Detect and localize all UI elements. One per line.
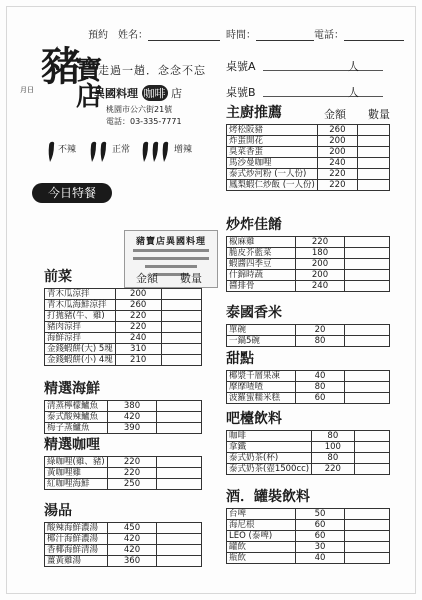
- quantity-cell[interactable]: [345, 237, 390, 248]
- section-title: 泰國香米: [226, 305, 282, 321]
- menu-row: [227, 393, 390, 404]
- section-rice: [226, 300, 390, 347]
- section-header: [226, 346, 390, 368]
- slogan: 走過一趟．念念不忘: [98, 64, 206, 77]
- spice-mild-label: 不辣: [58, 145, 77, 155]
- menu-table: [226, 430, 390, 475]
- item-name: 咖啡: [227, 431, 312, 442]
- item-price: 80: [296, 382, 345, 393]
- item-price: 50: [296, 509, 345, 520]
- time-blank[interactable]: [256, 30, 314, 41]
- quantity-cell[interactable]: [157, 401, 202, 412]
- item-name: 拿鐵: [227, 442, 312, 453]
- item-price: 30: [296, 542, 345, 553]
- quantity-cell[interactable]: [161, 333, 201, 344]
- section-header: [226, 212, 390, 234]
- item-name: 烤松阪豬: [227, 125, 318, 136]
- menu-row: [227, 531, 390, 542]
- section-title: 酒．罐裝飲料: [226, 489, 310, 505]
- quantity-cell[interactable]: [345, 509, 390, 520]
- logo-main-character: 豬: [41, 43, 81, 90]
- item-name: 綠咖哩(雞、豬): [45, 457, 108, 468]
- quantity-cell[interactable]: [157, 468, 202, 479]
- quantity-cell[interactable]: [354, 453, 389, 464]
- menu-table: [226, 236, 390, 292]
- section-soup: [44, 498, 202, 567]
- item-name: 清蒸檸檬鱸魚: [45, 401, 108, 412]
- item-price: 260: [115, 300, 161, 311]
- item-price: 60: [296, 531, 345, 542]
- menu-table: [44, 522, 202, 567]
- item-name: 瓶飲: [227, 553, 296, 564]
- quantity-cell[interactable]: [161, 322, 201, 333]
- menu-row: [227, 453, 390, 464]
- section-header: [44, 498, 202, 520]
- table-a-blank[interactable]: [263, 70, 383, 71]
- table-a-label: 桌號A: [226, 60, 256, 73]
- item-name: 炸蛋開花: [227, 136, 318, 147]
- item-name: 黃咖哩雞: [45, 468, 108, 479]
- item-price: 390: [108, 423, 157, 434]
- item-price: 220: [115, 311, 161, 322]
- item-price: 250: [108, 479, 157, 490]
- item-name: 酸辣海鮮濃湯: [45, 523, 108, 534]
- quantity-cell[interactable]: [354, 464, 389, 475]
- section-header: [44, 432, 202, 454]
- section-title: 湯品: [44, 503, 72, 519]
- section-dessert: [226, 346, 390, 404]
- item-price: 380: [108, 401, 157, 412]
- item-price: 200: [115, 289, 161, 300]
- item-price: 180: [296, 248, 345, 259]
- quantity-cell[interactable]: [161, 355, 201, 366]
- menu-table: [44, 400, 202, 434]
- section-title: 炒炸佳餚: [226, 217, 282, 233]
- menu-row: [45, 412, 202, 423]
- menu-row: [227, 169, 390, 180]
- table-b-unit: 人: [348, 86, 359, 99]
- item-price: 60: [296, 520, 345, 531]
- item-price: 60: [296, 393, 345, 404]
- section-curry: [44, 432, 202, 490]
- quantity-cell[interactable]: [345, 281, 390, 292]
- item-name: 醬排骨: [227, 281, 296, 292]
- phone-label: 電話：: [314, 26, 404, 41]
- item-price: 80: [312, 453, 354, 464]
- menu-row: [45, 457, 202, 468]
- item-name: LEO (泰啤): [227, 531, 296, 542]
- quantity-cell[interactable]: [345, 531, 390, 542]
- quantity-cell[interactable]: [161, 300, 201, 311]
- menu-row: [45, 322, 202, 333]
- menu-table: [226, 124, 390, 191]
- section-header: [44, 376, 202, 398]
- item-price: 420: [108, 412, 157, 423]
- quantity-cell[interactable]: [345, 270, 390, 281]
- name-blank[interactable]: [148, 30, 220, 41]
- name-label: 姓名：: [118, 26, 220, 41]
- item-name: 馬沙曼咖哩: [227, 158, 318, 169]
- quantity-cell[interactable]: [157, 523, 202, 534]
- item-name: 泰式奶茶(杯): [227, 453, 312, 464]
- menu-table: [44, 456, 202, 490]
- item-price: 220: [317, 180, 357, 191]
- section-bar-drinks: [226, 406, 390, 475]
- item-price: 80: [312, 431, 354, 442]
- menu-row: [227, 281, 390, 292]
- item-price: 220: [108, 468, 157, 479]
- quantity-cell[interactable]: [345, 248, 390, 259]
- item-price: 40: [296, 553, 345, 564]
- menu-row: [45, 534, 202, 545]
- section-header: [44, 264, 202, 286]
- item-name: 什錦時蔬: [227, 270, 296, 281]
- item-name: 紅咖哩海鮮: [45, 479, 108, 490]
- menu-row: [227, 147, 390, 158]
- menu-row: [45, 479, 202, 490]
- menu-table: [226, 370, 390, 404]
- menu-row: [227, 382, 390, 393]
- item-price: 220: [108, 457, 157, 468]
- cuisine-accent: 咖啡: [143, 87, 166, 100]
- menu-row: [45, 401, 202, 412]
- item-price: 420: [108, 534, 157, 545]
- menu-row: [45, 289, 202, 300]
- quantity-cell[interactable]: [357, 136, 389, 147]
- item-name: 泰式炒河粉 (一人份): [227, 169, 318, 180]
- section-header: [226, 406, 390, 428]
- menu-row: [45, 344, 202, 355]
- section-title: 主廚推薦: [226, 105, 282, 121]
- menu-row: [227, 270, 390, 281]
- quantity-cell[interactable]: [354, 431, 389, 442]
- item-price: 210: [115, 355, 161, 366]
- menu-row: [227, 248, 390, 259]
- quantity-cell[interactable]: [161, 311, 201, 322]
- item-name: 打拋豬(牛、雞): [45, 311, 116, 322]
- item-price: 310: [115, 344, 161, 355]
- item-name: 椰漿千層果凍: [227, 371, 296, 382]
- item-name: 海尼根: [227, 520, 296, 531]
- section-seafood: [44, 376, 202, 434]
- item-price: 200: [317, 147, 357, 158]
- menu-row: [227, 125, 390, 136]
- menu-table: [44, 288, 202, 366]
- menu-row: [227, 442, 390, 453]
- item-name: 鳳梨蝦仁炒飯 (一人份): [227, 180, 318, 191]
- section-title: 精選海鮮: [44, 381, 100, 397]
- item-name: 罐飲: [227, 542, 296, 553]
- normal-pepper-icon-2: [96, 140, 110, 164]
- menu-row: [227, 431, 390, 442]
- logo-small-text: 月日: [20, 86, 34, 94]
- quantity-cell[interactable]: [345, 336, 390, 347]
- menu-row: [45, 523, 202, 534]
- item-price: 20: [296, 325, 345, 336]
- address-block: [106, 104, 182, 128]
- quantity-cell[interactable]: [357, 125, 389, 136]
- section-header: [226, 300, 390, 322]
- item-name: 摩摩喳喳: [227, 382, 296, 393]
- menu-row: [227, 237, 390, 248]
- menu-row: [227, 542, 390, 553]
- stamp-title: 豬寶店異國料理: [135, 237, 206, 247]
- item-name: 一鍋5碗: [227, 336, 296, 347]
- table-a-unit: 人: [348, 60, 359, 73]
- section-title: 甜點: [226, 351, 254, 367]
- item-price: 200: [296, 259, 345, 270]
- item-price: 260: [317, 125, 357, 136]
- menu-table: [226, 324, 390, 347]
- menu-row: [227, 336, 390, 347]
- item-price: 80: [296, 336, 345, 347]
- quantity-cell[interactable]: [354, 442, 389, 453]
- item-name: 青木瓜海鮮涼拌: [45, 300, 116, 311]
- time-label: 時間：: [226, 26, 314, 41]
- section-title: 吧檯飲料: [226, 411, 282, 427]
- item-name: 椰汁海鮮濃湯: [45, 534, 108, 545]
- item-name: 脆皮芥藍菜: [227, 248, 296, 259]
- quantity-cell[interactable]: [345, 382, 390, 393]
- item-name: 椒麻雞: [227, 237, 296, 248]
- quantity-cell[interactable]: [157, 534, 202, 545]
- item-name: 波羅蜜糯米糕: [227, 393, 296, 404]
- quantity-cell[interactable]: [157, 479, 202, 490]
- section-title: 精選咖哩: [44, 437, 100, 453]
- quantity-cell[interactable]: [157, 412, 202, 423]
- price-column-header: 金額: [324, 108, 346, 121]
- menu-row: [45, 556, 202, 567]
- item-price: 240: [296, 281, 345, 292]
- quantity-column-header: 數量: [368, 108, 390, 121]
- item-name: 台啤: [227, 509, 296, 520]
- item-price: 100: [312, 442, 354, 453]
- section-header: [226, 100, 390, 122]
- item-price: 220: [317, 169, 357, 180]
- section-stir-fry: [226, 212, 390, 292]
- menu-row: [227, 180, 390, 191]
- item-price: 220: [296, 237, 345, 248]
- item-name: 泰式奶茶(壺1500cc): [227, 464, 312, 475]
- menu-row: [45, 355, 202, 366]
- item-price: 450: [108, 523, 157, 534]
- section-appetizers: [44, 264, 202, 366]
- item-price: 420: [108, 545, 157, 556]
- item-price: 40: [296, 371, 345, 382]
- quantity-cell[interactable]: [345, 371, 390, 382]
- quantity-cell[interactable]: [157, 545, 202, 556]
- menu-row: [227, 464, 390, 475]
- menu-row: [227, 509, 390, 520]
- item-name: 梅子蒸鱸魚: [45, 423, 108, 434]
- item-name: 蝦醬四季豆: [227, 259, 296, 270]
- item-name: 青木瓜涼拌: [45, 289, 116, 300]
- item-name: 臭菜香蛋: [227, 147, 318, 158]
- quantity-cell[interactable]: [357, 180, 389, 191]
- quantity-cell[interactable]: [357, 158, 389, 169]
- quantity-cell[interactable]: [345, 259, 390, 270]
- item-name: 薑黃雞湯: [45, 556, 108, 567]
- hot-pepper-icon-3: [158, 140, 172, 164]
- quantity-cell[interactable]: [345, 553, 390, 564]
- cuisine-prefix: 異國料理: [94, 87, 138, 100]
- menu-row: [227, 325, 390, 336]
- item-price: 220: [115, 322, 161, 333]
- menu-row: [227, 553, 390, 564]
- menu-row: [45, 545, 202, 556]
- menu-row: [227, 520, 390, 531]
- menu-row: [45, 311, 202, 322]
- item-price: 360: [108, 556, 157, 567]
- item-name: 泰式酸辣鱸魚: [45, 412, 108, 423]
- quantity-cell[interactable]: [161, 289, 201, 300]
- item-price: 240: [115, 333, 161, 344]
- quantity-cell[interactable]: [157, 556, 202, 567]
- item-price: 200: [296, 270, 345, 281]
- logo-sub-characters: 寶店: [76, 56, 103, 112]
- item-name: 海鮮涼拌: [45, 333, 116, 344]
- section-chef-recommend: [226, 100, 390, 191]
- quantity-cell[interactable]: [345, 520, 390, 531]
- menu-row: [45, 468, 202, 479]
- quantity-cell[interactable]: [157, 457, 202, 468]
- menu-row: [45, 333, 202, 344]
- phone-number: 電話：03-335-7771: [106, 117, 182, 126]
- item-price: 220: [312, 464, 354, 475]
- item-name: 豬肉涼拌: [45, 322, 116, 333]
- section-header: [226, 484, 390, 506]
- today-special-badge: 今日特餐: [32, 183, 112, 203]
- item-name: 金錢蝦餅(小) 4塊: [45, 355, 116, 366]
- item-name: 金錢蝦餅(大) 5塊: [45, 344, 116, 355]
- stamp-rule: [133, 249, 209, 252]
- menu-row: [227, 158, 390, 169]
- phone-blank[interactable]: [344, 30, 404, 41]
- item-price: 240: [317, 158, 357, 169]
- spice-normal-label: 正常: [112, 145, 131, 155]
- quantity-cell[interactable]: [345, 393, 390, 404]
- section-title: 前菜: [44, 269, 72, 285]
- address: 桃園市公六街21號: [106, 105, 173, 114]
- stamp-rule: [133, 257, 209, 260]
- item-name: 單碗: [227, 325, 296, 336]
- menu-table: [226, 508, 390, 564]
- menu-row: [227, 136, 390, 147]
- price-column-header: 金額: [136, 272, 158, 285]
- section-alcohol-drinks: [226, 484, 390, 564]
- quantity-cell[interactable]: [357, 147, 389, 158]
- cuisine-suffix: 店: [171, 87, 182, 100]
- quantity-column-header: 數量: [180, 272, 202, 285]
- item-name: 香椰海鮮清湯: [45, 545, 108, 556]
- item-price: 200: [317, 136, 357, 147]
- table-b-blank[interactable]: [263, 96, 383, 97]
- mild-pepper-icon: [44, 140, 58, 164]
- spice-hot-label: 增辣: [174, 145, 193, 155]
- reservation-label: 預約: [88, 30, 108, 41]
- menu-row: [45, 300, 202, 311]
- cuisine-line: [94, 85, 182, 101]
- quantity-cell[interactable]: [345, 542, 390, 553]
- menu-row: [227, 259, 390, 270]
- quantity-cell[interactable]: [161, 344, 201, 355]
- quantity-cell[interactable]: [345, 325, 390, 336]
- table-b-label: 桌號B: [226, 86, 256, 99]
- quantity-cell[interactable]: [357, 169, 389, 180]
- menu-row: [227, 371, 390, 382]
